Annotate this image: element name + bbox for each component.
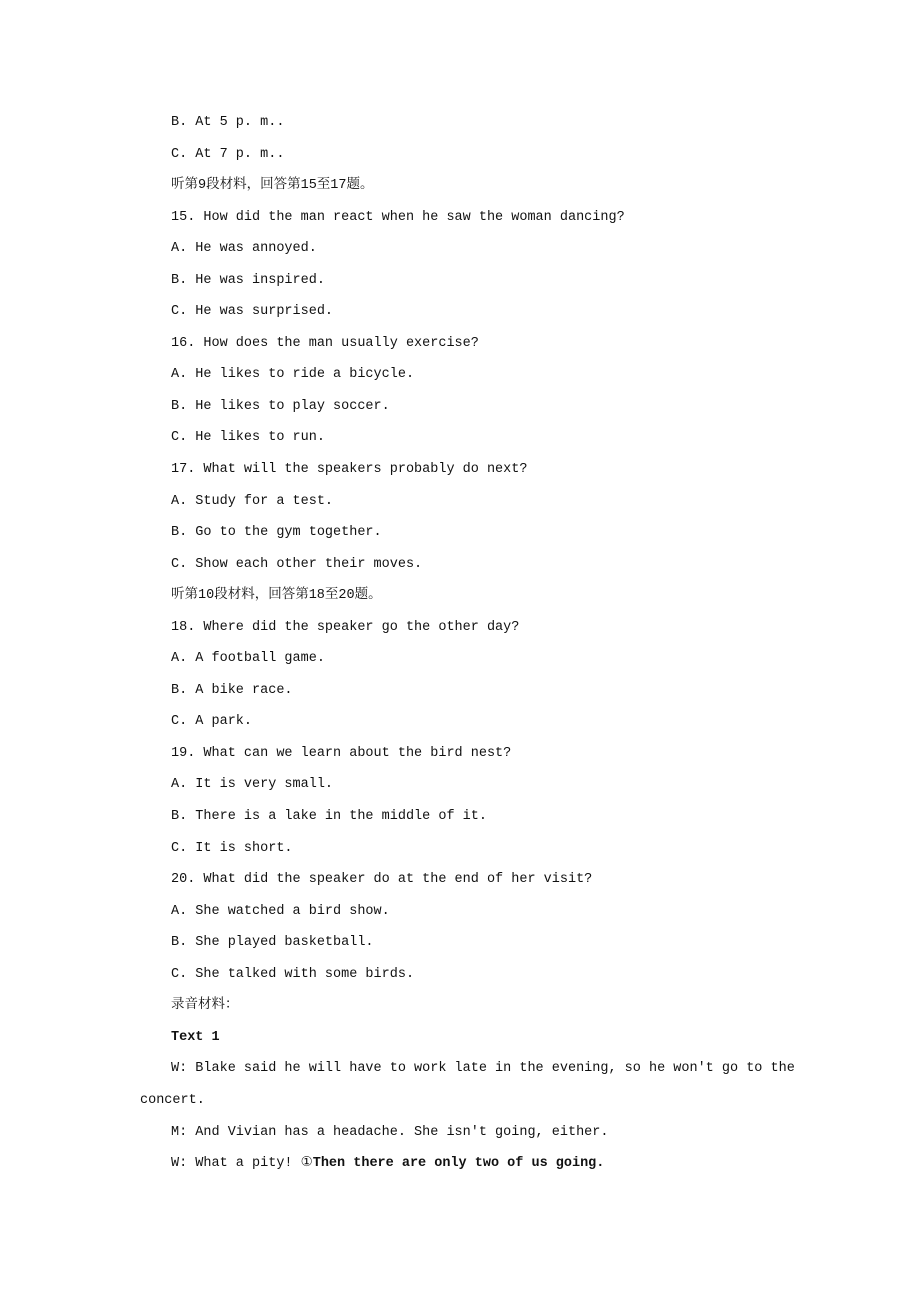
option-line: B. At 5 p. m..: [171, 115, 285, 130]
option-line: C. It is short.: [171, 840, 293, 856]
dialogue-line: M: And Vivian has a headache. She isn't going, either.: [171, 1124, 609, 1140]
option-line: B. There is a lake in the middle of it.: [171, 809, 487, 825]
section-instruction: 听第9段材料，回答第15至17题。: [171, 178, 374, 194]
question-18: 18. Where did the speaker go the other day?: [171, 619, 520, 635]
question-17: 17. What will the speakers probably do next?: [171, 462, 528, 478]
question-15: 15. How did the man react when he saw the woman dancing?: [171, 209, 625, 225]
option-line: C. She talked with some birds.: [171, 966, 415, 982]
document-page: [140, 107, 802, 1180]
option-line: A. A football game.: [171, 651, 325, 667]
option-line: C. He likes to run.: [171, 430, 325, 446]
option-line: A. He likes to ride a bicycle.: [171, 367, 415, 383]
option-line: C. Show each other their moves.: [171, 556, 423, 572]
option-line: A. She watched a bird show.: [171, 903, 390, 919]
option-line: C. A park.: [171, 714, 253, 730]
option-line: B. Go to the gym together.: [171, 525, 382, 541]
option-line: B. She played basketball.: [171, 935, 374, 951]
dialogue-text: W: What a pity!: [171, 1156, 301, 1172]
question-16: 16. How does the man usually exercise?: [171, 335, 479, 351]
option-line: B. He likes to play soccer.: [171, 398, 390, 414]
transcript-heading: Text 1: [171, 1029, 220, 1045]
option-line: A. He was annoyed.: [171, 241, 317, 257]
option-line: B. A bike race.: [171, 682, 293, 698]
transcript-label: 录音材料：: [171, 998, 239, 1014]
dialogue-line: W: Blake said he will have to work late in the evening, so he won't go to the concert.: [140, 1061, 795, 1108]
option-line: C. At 7 p. m..: [171, 146, 285, 162]
option-line: A. It is very small.: [171, 777, 334, 793]
section-instruction: 听第10段材料，回答第18至20题。: [171, 588, 382, 604]
option-line: C. He was surprised.: [171, 304, 334, 320]
option-line: B. He was inspired.: [171, 272, 325, 288]
question-19: 19. What can we learn about the bird nest?: [171, 745, 512, 761]
option-line: A. Study for a test.: [171, 493, 334, 509]
dialogue-line: [140, 1148, 802, 1180]
highlighted-sentence: Then there are only two of us going.: [312, 1156, 605, 1172]
question-20: 20. What did the speaker do at the end of her visit?: [171, 872, 593, 888]
circled-marker: ①: [300, 1156, 313, 1172]
